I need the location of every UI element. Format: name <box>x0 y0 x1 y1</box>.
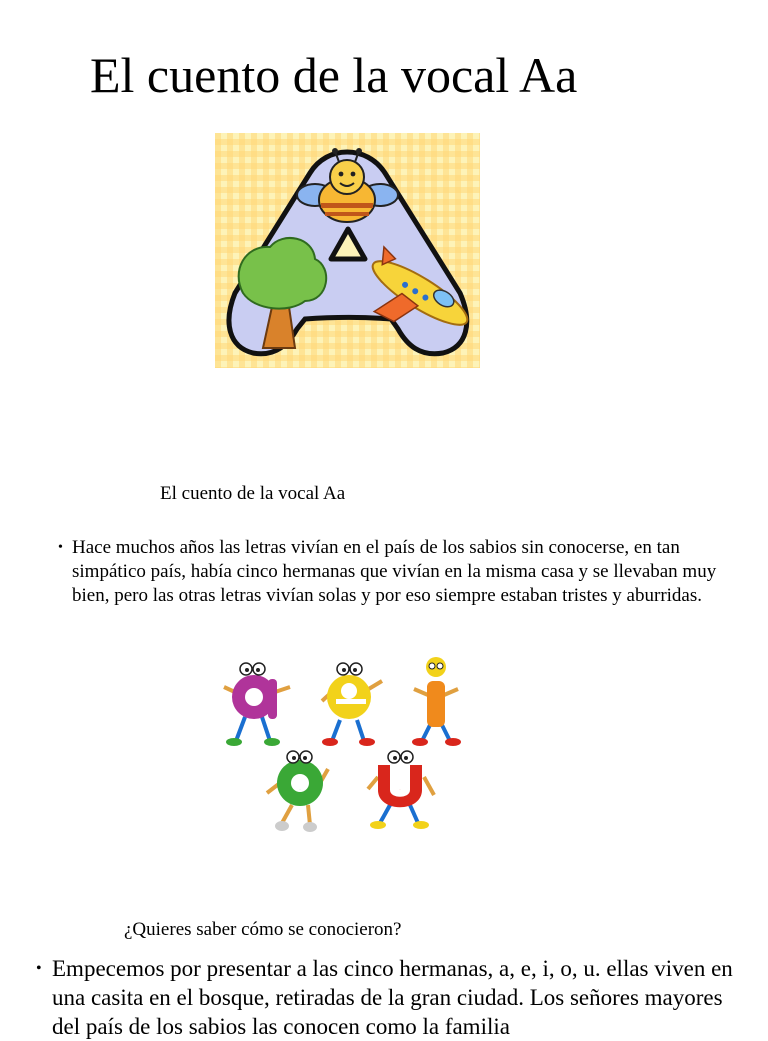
vowel-o-character <box>267 751 328 832</box>
page-title: El cuento de la vocal Aa <box>90 47 578 103</box>
vowel-u-character <box>368 751 434 829</box>
letter-a-illustration <box>215 133 480 368</box>
vowel-a-label: a <box>253 707 255 708</box>
vowel-e-character <box>322 663 382 746</box>
section-subtitle: El cuento de la vocal Aa <box>160 483 346 504</box>
vowel-e-label: e <box>348 707 350 708</box>
paragraph-1 <box>58 536 728 608</box>
bullet-marker: • <box>36 960 42 977</box>
paragraph-1-text: Hace muchos años las letras vivían en el país de los sabios sin conocerse, en tan simpático país, había cinco hermanas que vivían en la misma casa y se llevaban muy bien, pero las otras letras vivían solas y por eso siempre estaban tristes y aburridas. <box>72 537 717 606</box>
paragraph-2 <box>36 954 756 1041</box>
bullet-marker: • <box>58 540 63 555</box>
vowel-i-character <box>412 657 461 746</box>
vowel-u-label: u <box>399 790 401 791</box>
vowel-o-label: o <box>299 790 301 791</box>
vowels-illustration <box>212 645 487 845</box>
question-heading: ¿Quieres saber cómo se conocieron? <box>124 919 402 940</box>
vowel-a-character <box>224 663 290 746</box>
paragraph-2-text: Empecemos por presentar a las cinco hermanas, a, e, i, o, u. ellas viven en una casita en el bosque, retiradas de la gran ciudad. Los señores mayores del país de los sabios las conocen como la familia <box>52 956 733 1039</box>
vowel-i-label: i <box>435 707 437 708</box>
